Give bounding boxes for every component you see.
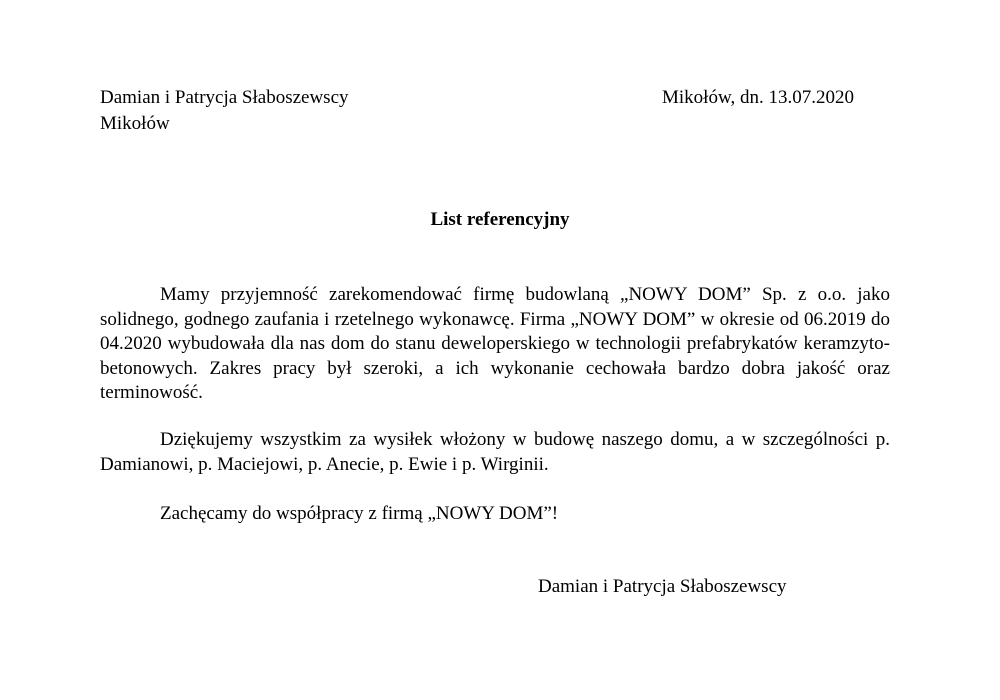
paragraph-thanks: Dziękujemy wszystkim za wysiłek włożony w budowę naszego domu, a w szczególności p. Damianowi, p. Maciejowi, p. Anecie, p. Ewie i p. Wirginii. (100, 429, 890, 475)
paragraph-encouragement: Zachęcamy do współpracy z firmą „NOWY DOM”! (160, 503, 559, 524)
sender-city: Mikołów (100, 113, 170, 134)
signature: Damian i Patrycja Słaboszewscy (538, 576, 787, 597)
place-and-date: Mikołów, dn. 13.07.2020 (662, 87, 854, 108)
paragraph-recommendation: Mamy przyjemność zarekomendować firmę budowlaną „NOWY DOM” Sp. z o.o. jako solidnego, godnego zaufania i rzetelnego wykonawcę. Firma „NOWY DOM” w okresie od 06.2019 do 04.2020 wybudowała dla nas dom do stanu deweloperskiego w technologii prefabrykatów keramzyto-betonowych. Zakres pracy był szeroki, a ich wykonanie cechowała bardzo dobra jakość oraz terminowość. (100, 284, 890, 403)
sender-name: Damian i Patrycja Słaboszewscy (100, 87, 349, 108)
letter-title: List referencyjny (430, 209, 570, 230)
